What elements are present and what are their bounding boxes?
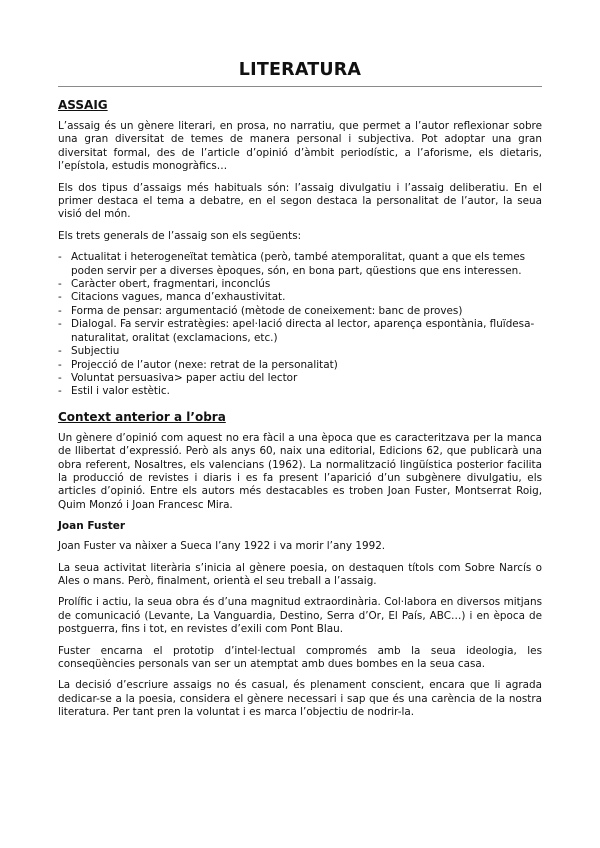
paragraph: Prolífic i actiu, la seua obra és d’una magnitud extraordinària. Col·labora en diversos mitjans de comunicació (Levante, La Vanguardia, Destino, Serra d’Or, El País, ABC…) i en època de postguerra, fins i tot, en revistes d’exili com Pont Blau.: [58, 596, 542, 636]
paragraph: Un gènere d’opinió com aquest no era fàcil a una època que es caracteritzava per la manca de llibertat d’expressió. Però als anys 60, naix una editorial, Edicions 62, que publicarà una obra referent, Nosaltres, els valencians (1962). La normalització lingüística posterior facilita la producció de revistes i diaris i es fa present l’aparició d’un subgènere divulgatiu, els articles d’opinió. Entre els autors més destacables es troben Joan Fuster, Montserrat Roig, Quim Monzó i Joan Francesc Mira.: [58, 431, 542, 511]
list-item: - Estil i valor estètic.: [58, 385, 542, 398]
paragraph: Els trets generals de l’assaig son els següents:: [58, 229, 302, 242]
list-item: - Caràcter obert, fragmentari, inconclús: [58, 278, 542, 291]
list-item: - Projecció de l’autor (nexe: retrat de la personalitat): [58, 359, 542, 372]
section-heading-context: Context anterior a l’obra: [58, 409, 226, 424]
paragraph: Joan Fuster va nàixer a Sueca l’any 1922 i va morir l’any 1992.: [58, 540, 386, 553]
section-heading-assaig: ASSAIG: [58, 98, 108, 112]
list-item: - Forma de pensar: argumentació (mètode de coneixement: banc de proves): [58, 305, 542, 318]
list-item: - Subjectiu: [58, 345, 542, 358]
paragraph: La seua activitat literària s’inicia al gènere poesia, on destaquen títols com Sobre Narcís o Ales o mans. Però, finalment, orientà el seu treball a l’assaig.: [58, 561, 542, 587]
list-item: - Actualitat i heterogeneïtat temàtica (però, també atemporalitat, quant a que els temes poden servir per a diverses èpoques, són, en bona part, qüestions que ens interessen.: [58, 251, 542, 278]
paragraph: Fuster encarna el prototip d’intel·lectual compromés amb la seua ideologia, les conseqüències personals van ser un atemptat amb dues bombes en la seua casa.: [58, 644, 542, 670]
list-item: - Citacions vagues, manca d’exhaustivitat.: [58, 291, 542, 304]
paragraph: La decisió d’escriure assaigs no és casual, és plenament conscient, encara que li agrada dedicar-se a la poesia, considera el gènere necessari i sap que és una carència de la nostra literatura. Per tant pren la voluntat i es marca l’objectiu de nodrir-la.: [58, 679, 542, 719]
page-title: LITERATURA: [58, 60, 542, 87]
traits-list: [58, 251, 542, 398]
section-heading-joan-fuster: Joan Fuster: [58, 520, 126, 533]
paragraph: L’assaig és un gènere literari, en prosa, no narratiu, que permet a l’autor reflexionar sobre una gran diversitat de temes de manera personal i subjectiva. Pot adoptar una gran diversitat formal, des de l’article d’opinió d’àmbit periodístic, a l’aforisme, els dietaris, l’epístola, estudis monogràfics…: [58, 120, 542, 173]
list-item: - Dialogal. Fa servir estratègies: apel·lació directa al lector, aparença espontània, fluïdesa-naturalitat, oralitat (exclamacions, etc.): [58, 318, 542, 345]
paragraph: Els dos tipus d’assaigs més habituals són: l’assaig divulgatiu i l’assaig deliberatiu. En el primer destaca el tema a debatre, en el segon destaca la personalitat de l’autor, la seua visió del món.: [58, 181, 542, 221]
list-item: - Voluntat persuasiva> paper actiu del lector: [58, 372, 542, 385]
